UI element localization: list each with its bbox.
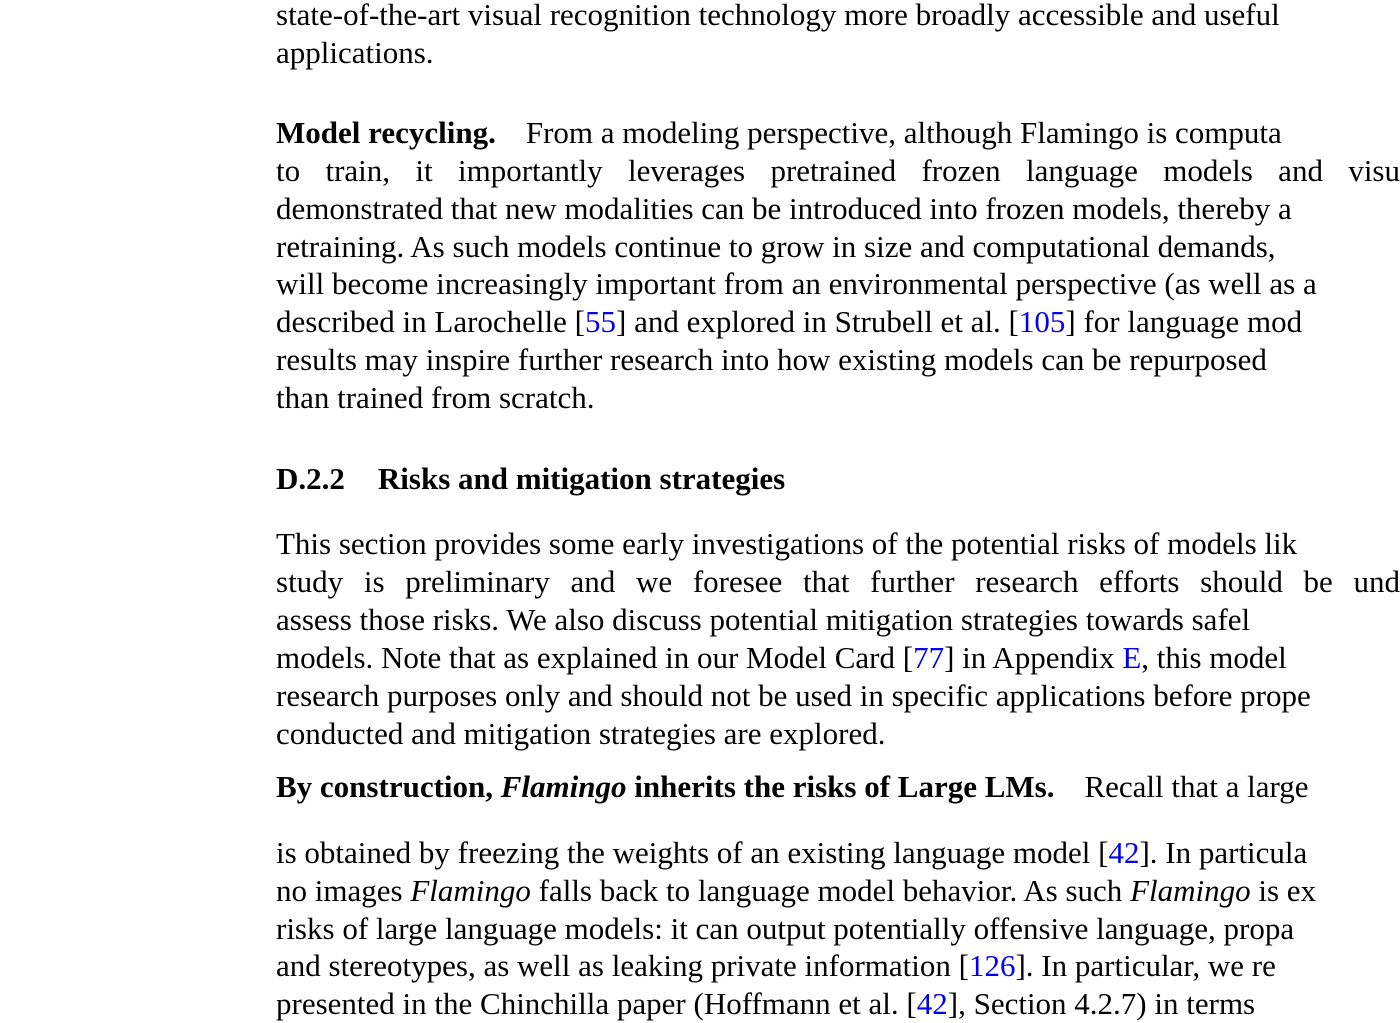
italic-term: Flamingo [410, 873, 531, 908]
text-span: models. Note that as explained in our Model Card [ [276, 640, 914, 675]
italic-term: Flamingo [1130, 873, 1251, 908]
paragraph-line: assess those risks. We also discuss potential mitigation strategies towards safel [276, 602, 1251, 637]
text-span: falls back to language model behavior. As such [530, 873, 1131, 908]
runin-heading-construction: By construction, Flamingo inherits the risks of Large LMs. [276, 769, 1055, 804]
paragraph-line: demonstrated that new modalities can be introduced into frozen models, thereby a [276, 191, 1292, 226]
appendix-link-e[interactable]: E [1122, 640, 1142, 675]
citation-link-105[interactable]: 105 [1018, 304, 1066, 339]
paragraph-line: conducted and mitigation strategies are explored. [276, 716, 886, 751]
paragraph-line [276, 985, 1255, 1023]
paragraph-line: study is preliminary and we foresee that further research efforts should be und [276, 564, 1400, 599]
paragraph-line: applications. [276, 35, 434, 70]
paragraph-line: risks of large language models: it can output potentially offensive language, propa [276, 911, 1295, 946]
citation-link-55[interactable]: 55 [585, 304, 616, 339]
text-span: Recall that a large [1084, 769, 1309, 804]
paragraph-line [276, 872, 1316, 910]
section-number: D.2.2 [276, 461, 345, 496]
text-span: is ex [1250, 873, 1317, 908]
text-span: ]. In particula [1139, 835, 1308, 870]
text-span: and stereotypes, as well as leaking private information [ [276, 948, 969, 983]
paragraph-line [276, 947, 1276, 985]
text-span: , this model [1141, 640, 1287, 675]
paragraph-line: results may inspire further research into how existing models can be repurposed [276, 342, 1267, 377]
paragraph-line [276, 303, 1302, 341]
text-span: ] and explored in Strubell et al. [ [616, 304, 1019, 339]
text-span: no images [276, 873, 411, 908]
text-span: ] for language mod [1065, 304, 1303, 339]
text-span: ] in Appendix [944, 640, 1123, 675]
paragraph-line: retraining. As such models continue to grow in size and computational demands, [276, 229, 1276, 264]
text-span: ], Section 4.2.7) in terms [947, 986, 1256, 1021]
text-span: ]. In particular, we re [1015, 948, 1276, 983]
paragraph-line: state-of-the-art visual recognition technology more broadly accessible and useful [276, 0, 1280, 32]
paragraph-line [276, 768, 1309, 806]
section-heading [276, 460, 785, 498]
paragraph-line [276, 834, 1307, 872]
paragraph-line: to train, it importantly leverages pretrained frozen language models and visu [276, 153, 1400, 188]
paragraph-line: will become increasingly important from an environmental perspective (as well as a [276, 266, 1317, 301]
citation-link-42[interactable]: 42 [1108, 835, 1140, 870]
text-span: presented in the Chinchilla paper (Hoffmann et al. [ [276, 986, 917, 1021]
section-title: Risks and mitigation strategies [377, 461, 786, 496]
paragraph-line [276, 639, 1287, 677]
text-span: is obtained by freezing the weights of an existing language model [ [276, 835, 1109, 870]
paragraph-line: research purposes only and should not be used in specific applications before prope [276, 678, 1311, 713]
citation-link-126[interactable]: 126 [968, 948, 1016, 983]
paragraph-line [276, 114, 1282, 152]
paragraph-line: than trained from scratch. [276, 380, 595, 415]
text-span: From a modeling perspective, although Flamingo is computa [525, 115, 1282, 150]
citation-link-42b[interactable]: 42 [916, 986, 948, 1021]
text-span: described in Larochelle [ [276, 304, 585, 339]
paragraph-line: This section provides some early investigations of the potential risks of models lik [276, 526, 1298, 561]
citation-link-77[interactable]: 77 [913, 640, 945, 675]
runin-heading-model-recycling: Model recycling. [276, 115, 496, 150]
